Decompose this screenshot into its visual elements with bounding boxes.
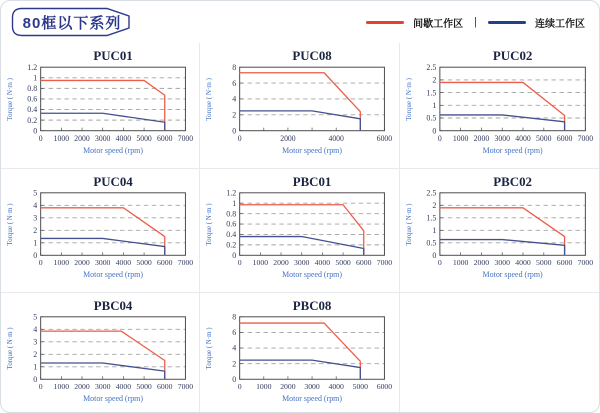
chart-title: PUC08 [292,48,333,64]
x-axis-label: Motor speed (rpm) [282,394,343,404]
y-tick-label: 4 [33,324,38,334]
plot-area [426,189,593,268]
chart-title: PUC04 [93,174,133,189]
y-tick-label: 0 [432,126,437,136]
x-tick-label: 5000 [535,133,552,143]
y-tick-label: 2 [232,359,237,369]
x-tick-label: 1000 [53,382,70,392]
x-tick-label: 6000 [556,133,572,143]
y-tick-label: 0 [432,250,437,260]
y-tick-label: 4 [232,94,237,104]
series-line-intermittent [41,331,165,379]
chart-title: PBC08 [293,298,332,313]
chart-cell-pbc01 [200,169,399,293]
y-tick-label: 2.5 [426,62,437,72]
y-tick-label: 8 [232,62,237,72]
y-tick-label: 1 [33,362,38,372]
chart-cell-pbc08 [200,293,399,413]
x-tick-label: 0 [38,382,43,392]
x-axis-label: Motor speed (rpm) [282,270,343,280]
x-tick-label: 4000 [328,133,345,143]
y-tick-label: 0 [33,126,38,136]
y-tick-label: 2.5 [426,188,437,198]
x-tick-label: 4000 [115,258,132,268]
x-tick-label: 3000 [304,382,321,392]
x-tick-label: 3000 [494,258,510,268]
chart-svg [400,169,599,292]
y-tick-label: 0.6 [226,219,237,229]
chart-svg [400,43,599,168]
series-line-intermittent [440,208,565,255]
y-tick-label: 1 [33,238,38,248]
x-tick-label: 6000 [377,382,393,392]
x-tick-label: 3000 [494,133,510,143]
chart-svg [1,43,199,168]
x-tick-label: 3000 [94,258,111,268]
y-tick-label: 4 [33,200,38,210]
x-tick-label: 0 [38,133,43,143]
x-tick-label: 4000 [315,258,331,268]
plot-area [233,63,393,143]
legend-label-intermittent: 间歇工作区 [413,18,464,30]
plot-area [233,312,393,391]
y-tick-label: 1 [432,225,437,235]
y-tick-label: 2 [33,225,38,235]
x-tick-label: 7000 [577,133,593,143]
x-tick-label: 1000 [256,382,272,392]
x-tick-label: 5000 [335,258,352,268]
x-tick-label: 6000 [157,258,173,268]
y-tick-label: 0 [232,374,237,384]
y-tick-label: 3 [33,337,38,347]
x-tick-label: 2000 [473,258,489,268]
y-axis-label: Torque ( N·m ) [5,203,14,246]
x-axis-label: Motor speed (rpm) [83,145,143,155]
plot-area [27,63,193,143]
y-tick-label: 8 [232,312,237,322]
x-tick-label: 6000 [157,133,173,143]
x-tick-label: 0 [238,258,242,268]
series-line-intermittent [41,208,165,255]
y-tick-label: 0 [33,250,38,260]
y-tick-label: 6 [232,328,237,338]
chart-title: PUC01 [93,48,133,64]
y-tick-label: 0.5 [426,113,437,123]
x-tick-label: 7000 [377,258,393,268]
x-tick-label: 5000 [136,133,152,143]
x-tick-label: 2000 [473,133,489,143]
y-tick-label: 2 [432,75,437,85]
y-tick-label: 3 [33,213,38,223]
chart-cell-pbc02 [400,169,599,293]
y-tick-label: 1.5 [426,213,437,223]
y-tick-label: 1.5 [426,88,437,98]
x-tick-label: 0 [238,382,242,392]
y-axis-label: Torque ( N·m ) [5,327,14,370]
x-tick-label: 5000 [352,382,369,392]
series-title-badge [11,7,133,37]
x-tick-label: 6000 [556,258,573,268]
continuous-line-swatch [488,21,526,24]
x-tick-label: 1000 [452,258,469,268]
y-axis-label: Torque ( N·m ) [205,78,214,121]
y-tick-label: 0.2 [27,115,38,125]
y-axis-label: Torque ( N·m ) [404,203,413,246]
x-tick-label: 2000 [280,382,296,392]
plot-area [426,63,593,143]
y-tick-label: 0.5 [426,238,437,248]
x-axis-label: Motor speed (rpm) [482,270,543,280]
x-tick-label: 5000 [535,258,552,268]
x-axis-label: Motor speed (rpm) [83,270,143,280]
y-tick-label: 0.6 [27,94,38,104]
x-tick-label: 1000 [252,258,269,268]
y-tick-label: 1 [432,100,437,111]
y-tick-label: 1 [33,73,38,83]
chart-title: PBC01 [293,174,332,189]
plot-box [41,317,186,379]
x-tick-label: 0 [437,258,442,268]
series-line-continuous [240,111,361,131]
x-tick-label: 5000 [136,382,152,392]
y-axis-label: Torque ( N·m ) [205,203,214,246]
y-tick-label: 0 [232,126,237,136]
x-tick-label: 0 [238,133,242,143]
y-tick-label: 1 [232,198,237,208]
series-line-intermittent [240,73,361,131]
plot-area [33,312,193,391]
y-tick-label: 0 [232,250,237,260]
charts-grid [1,43,599,413]
chart-title: PBC02 [492,173,532,189]
x-tick-label: 4000 [514,258,531,268]
page-title: 80框以下系列 [22,14,122,32]
y-tick-label: 0 [33,374,38,384]
x-tick-label: 2000 [273,258,290,268]
x-tick-label: 1000 [53,133,70,143]
x-tick-label: 6000 [157,382,173,392]
x-tick-label: 4000 [115,133,132,143]
chart-svg [1,169,199,292]
intermittent-line-swatch [366,21,404,24]
x-tick-label: 7000 [577,258,593,268]
y-axis-label: Torque ( N·m ) [5,78,14,121]
x-tick-label: 2000 [280,133,296,143]
y-tick-label: 2 [33,349,38,359]
x-tick-label: 3000 [294,258,310,268]
series-line-intermittent [240,205,364,256]
y-tick-label: 5 [33,312,38,322]
chart-cell-puc01 [1,43,200,169]
x-tick-label: 2000 [74,382,90,392]
x-tick-label: 1000 [53,258,70,268]
chart-cell-puc02 [400,43,599,169]
x-tick-label: 0 [38,258,43,268]
x-tick-label: 7000 [177,382,194,392]
x-tick-label: 4000 [328,382,345,392]
y-tick-label: 1.2 [27,62,38,72]
chart-title: PUC02 [492,48,533,64]
chart-svg [200,293,398,413]
chart-svg [200,169,398,292]
x-tick-label: 1000 [452,133,469,143]
x-axis-label: Motor speed (rpm) [282,145,343,155]
series-line-intermittent [240,323,361,379]
y-tick-label: 0.8 [27,84,38,94]
plot-box [440,193,586,255]
x-tick-label: 3000 [94,382,111,392]
empty-cell [400,293,599,413]
x-tick-label: 7000 [177,258,194,268]
chart-cell-pbc04 [1,293,200,413]
series-line-intermittent [440,82,565,130]
y-tick-label: 1.2 [226,188,237,198]
x-tick-label: 6000 [377,133,393,143]
y-axis-label: Torque ( N·m ) [205,327,214,370]
x-tick-label: 6000 [356,258,372,268]
chart-svg [200,43,398,168]
y-tick-label: 6 [232,78,237,88]
chart-title: PBC04 [93,298,133,313]
y-tick-label: 4 [232,343,237,353]
legend [366,15,585,30]
legend-label-continuous: 连续工作区 [535,18,585,30]
y-tick-label: 2 [432,200,437,210]
y-tick-label: 0.8 [226,209,237,219]
x-tick-label: 5000 [136,258,152,268]
y-tick-label: 0.4 [226,230,237,240]
x-axis-label: Motor speed (rpm) [83,394,143,404]
x-tick-label: 4000 [115,382,132,392]
x-tick-label: 4000 [514,133,531,143]
chart-cell-puc08 [200,43,399,169]
y-tick-label: 0.2 [226,240,237,250]
x-tick-label: 3000 [94,133,111,143]
x-tick-label: 7000 [177,133,194,143]
x-tick-label: 2000 [74,258,90,268]
chart-svg [1,293,199,413]
series-line-continuous [240,360,361,379]
x-axis-label: Motor speed (rpm) [482,145,543,155]
y-tick-label: 5 [33,188,38,198]
chart-cell-puc04 [1,169,200,293]
y-tick-label: 0.4 [27,105,38,115]
x-tick-label: 0 [437,133,442,143]
legend-separator: | [474,16,477,28]
y-axis-label: Torque ( N·m ) [404,78,413,121]
plot-area [227,188,393,267]
plot-area [33,188,193,267]
header [1,1,599,43]
x-tick-label: 2000 [74,133,90,143]
y-tick-label: 2 [232,110,237,120]
